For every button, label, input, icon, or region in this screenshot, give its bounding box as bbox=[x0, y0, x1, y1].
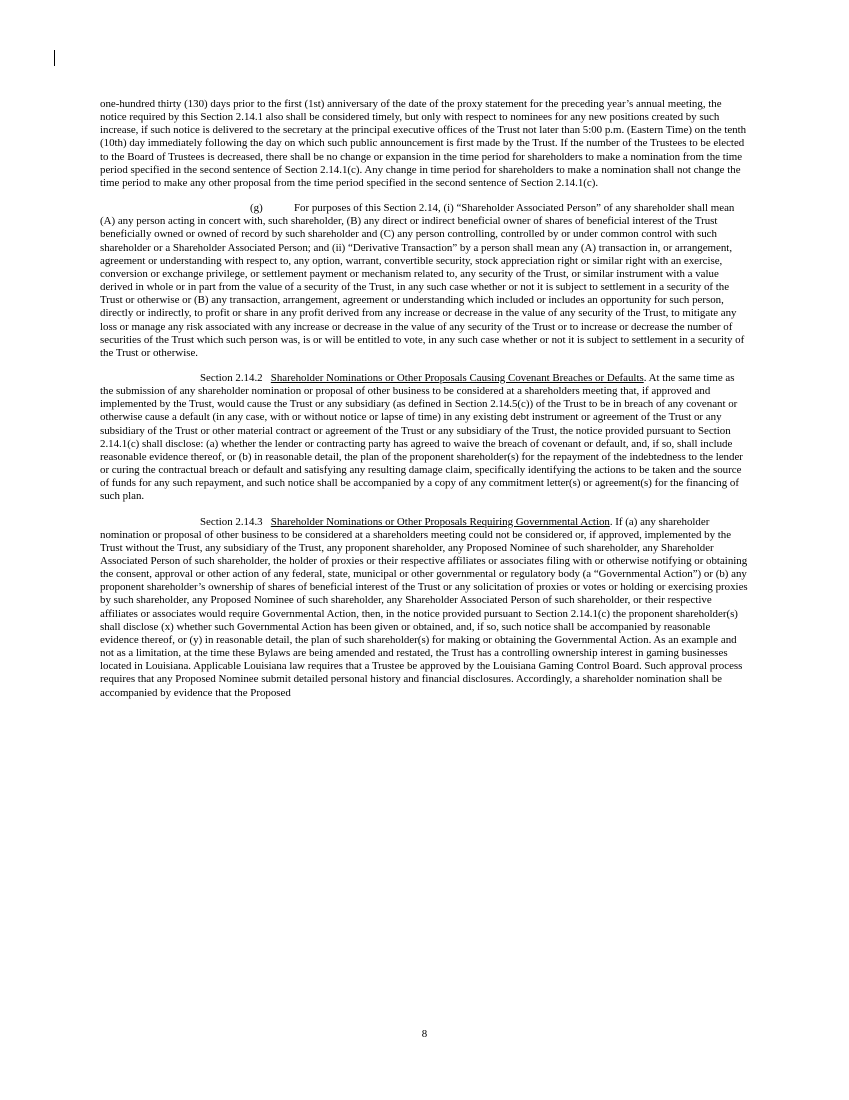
text-cursor bbox=[54, 50, 55, 66]
section-heading-2-14-2: Shareholder Nominations or Other Proposals Causing Covenant Breaches or Defaults bbox=[270, 371, 644, 384]
section-text-2-14-2: . At the same time as the submission of any shareholder nomination or proposal of other business to be considered at a shareholders meeting that, if approved and implemented by the Trust, would cause the Trust or any subsidiary (as defined in Section 2.14.5(c)) of the Trust to be in breach of any covenant or otherwise cause a default (in any case, with or without notice or lapse of time) in any existing debt instrument or agreement of the Trust or any subsidiary of the Trust or other material contract or agreement of the Trust or any subsidiary of the Trust, the notice provided pursuant to Section 2.14.1(c) shall disclose: (a) whether the lender or contracting party has agreed to waive the breach of covenant or default, and, if so, shall include reasonable evidence thereof, or (b) in reasonable detail, the plan of the proponent shareholder(s) for the repayment of the indebtedness to the lender or curing the contractual breach or default and satisfying any resulting damage claim, specifically identifying the actions to be taken and the source of funds for any such repayment, and such notice shall be accompanied by a copy of any commitment letter(s) or agreement(s) for the financing of such plan. bbox=[100, 371, 743, 503]
page-number: 8 bbox=[421, 1028, 428, 1040]
section-label-2-14-2: Section 2.14.2 bbox=[200, 371, 263, 384]
section-2-14-2 bbox=[100, 372, 750, 504]
section-heading-2-14-3: Shareholder Nominations or Other Proposals Requiring Governmental Action bbox=[270, 515, 610, 528]
clause-text-g: For purposes of this Section 2.14, (i) “Shareholder Associated Person” of any shareholder shall mean (A) any person acting in concert with, such shareholder, (B) any direct or indirect beneficial owner of shares of beneficial interest of the Trust beneficially owned or owned of record by such shareholder and (C) any person controlling, controlled by or under common control with such shareholder or a Shareholder Associated Person; and (ii) “Derivative Transaction” by a person shall mean any (A) transaction in, or arrangement, agreement or understanding with respect to, any option, warrant, convertible security, stock appreciation right or similar right with an exercise, conversion or exchange privilege, or settlement payment or mechanism related to, any security of the Trust, or similar instrument with a value derived in whole or in part from the value of a security of the Trust, in any such case whether or not it is subject to settlement in a security of the Trust or otherwise or (B) any transaction, arrangement, agreement or understanding which included or includes an opportunity for such person, directly or indirectly, to profit or share in any profit derived from any increase or decrease in the value of any security of the Trust, to mitigate any loss or manage any risk associated with any increase or decrease in the value of any security of the Trust or to increase or decrease the number of securities of the Trust which such person was, is or will be entitled to vote, in any such case whether or not it is subject to settlement in a security of the Trust or otherwise. bbox=[100, 202, 745, 359]
section-label-2-14-3: Section 2.14.3 bbox=[200, 515, 263, 528]
clause-label-g: (g) bbox=[250, 202, 263, 215]
paragraph-continuation: one-hundred thirty (130) days prior to the first (1st) anniversary of the date of the proxy statement for the preceding year’s annual meeting, the notice required by this Section 2.14.1 also shall be considered timely, but only with respect to nominees for any new positions created by such increase, if such notice is delivered to the secretary at the principal executive offices of the Trust not later than 5:00 p.m. (Eastern Time) on the tenth (10th) day immediately following the day on which such public announcement is first made by the Trust. If the number of the Trustees to be elected to the Board of Trustees is decreased, there shall be no change or expansion in the time period for shareholders to make a nomination from the time period specified in the second sentence of Section 2.14.1(c). Any change in time period for shareholders to make a nomination shall not change the time period to make any other proposal from the time period specified in the second sentence of Section 2.14.1(c). bbox=[100, 98, 747, 189]
paragraph-g bbox=[100, 202, 750, 360]
section-text-2-14-3: . If (a) any shareholder nomination or proposal of other business to be considered at a shareholders meeting could not be considered or, if approved, implemented by the Trust without the Trust, any subsidiary of the Trust, any proponent shareholder, any Proposed Nominee of such shareholder, any Shareholder Associated Person of such shareholder, the holder of proxies or their respective affiliates or associates filing with or otherwise notifying or obtaining the consent, approval or other action of any federal, state, municipal or other governmental or regulatory body (a “Governmental Action”) or (b) any proponent shareholder’s ownership of shares of beneficial interest of the Trust or any solicitation of proxies or votes or holding or exercising proxies by such shareholder, any Proposed Nominee of such shareholder, any Shareholder Associated Person of such shareholder, or their respective affiliates or associates would require Governmental Action, then, in the notice provided pursuant to Section 2.14.1(c) the proponent shareholder(s) shall disclose (x) whether such Governmental Action has been given or obtained, and, if so, such notice shall be accompanied by reasonable evidence thereof, or (y) in reasonable detail, the plan of such shareholder(s) for making or obtaining the Governmental Action. As an example and not as a limitation, at the time these Bylaws are being amended and restated, the Trust has a controlling ownership interest in gaming businesses located in Louisiana. Applicable Louisiana law requires that a Trustee be approved by the Louisiana Gaming Control Board. Such approval process requires that any Proposed Nominee submit detailed personal history and financial disclosures. Accordingly, a shareholder nomination shall be accompanied by evidence that the Proposed bbox=[100, 515, 748, 699]
section-2-14-3 bbox=[100, 516, 750, 700]
document-body bbox=[100, 98, 750, 712]
